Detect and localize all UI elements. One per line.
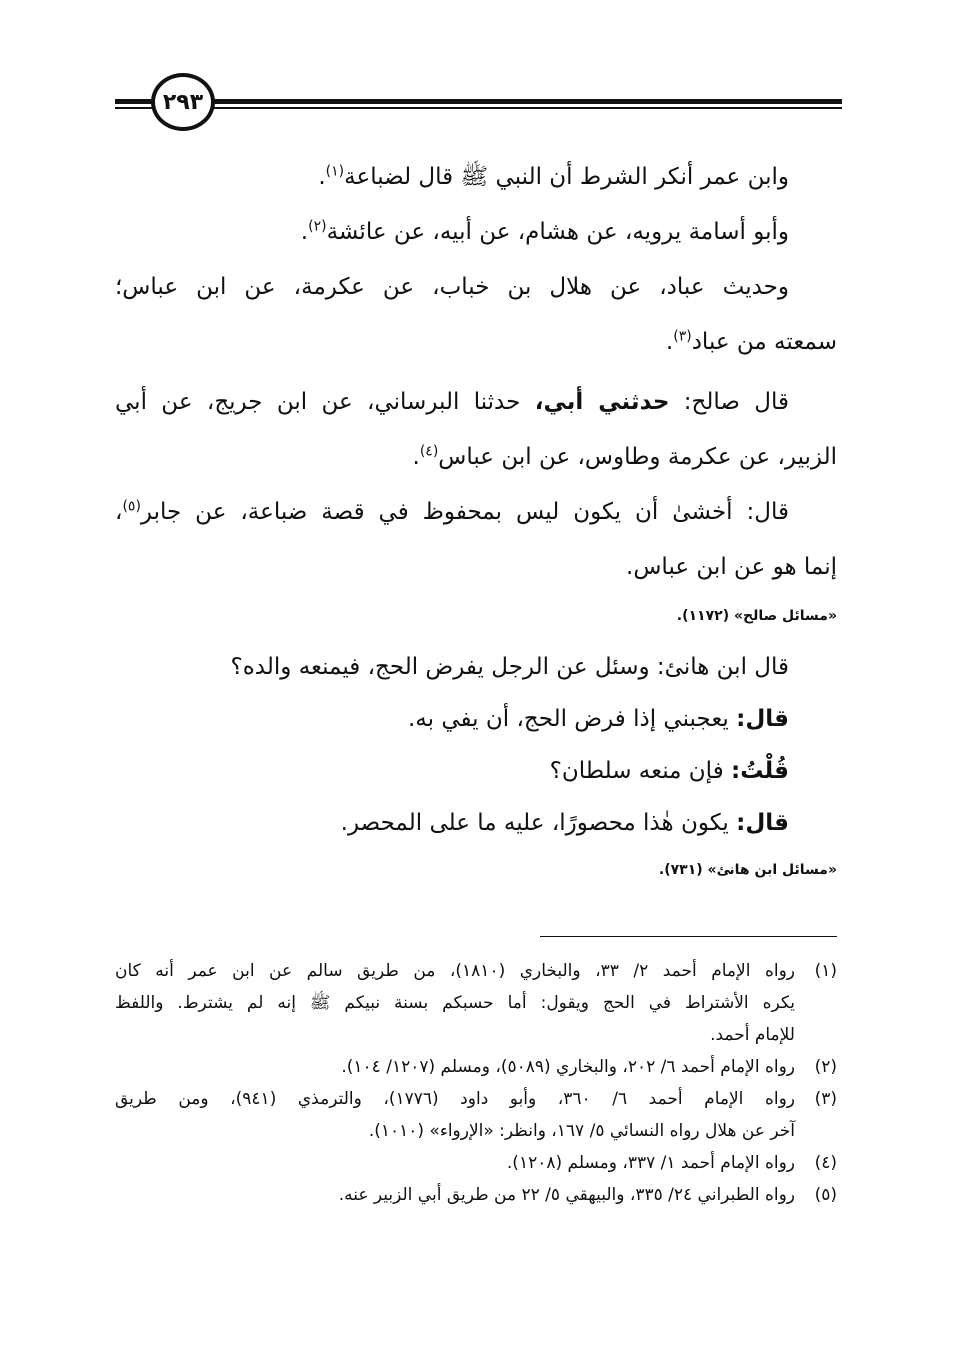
footnote-ref-4[interactable]: (٤) (419, 443, 439, 460)
paragraph-4-line-1: قال صالح: حدثني أبي، حدثنا البرساني، عن ابن جريج، عن أبي (115, 389, 789, 415)
paragraph-9: قال: يكون هٰذا محصورًا، عليه ما على المحصر. (340, 810, 789, 836)
footnote-ref-1[interactable]: (١) (325, 163, 345, 180)
paragraph-1: وابن عمر أنكر الشرط أن النبي ﷺ قال لضباعة$^{(١)}$. (318, 163, 789, 190)
paragraph-7: قال: يعجبني إذا فرض الحج، أن يفي به. (408, 706, 789, 732)
footnote-ref-3[interactable]: (٣) (673, 328, 692, 345)
paragraph-6: قال ابن هانئ: وسئل عن الرجل يفرض الحج، فيمنعه والده؟ (230, 654, 789, 680)
page-number: ٢٩٣ (162, 89, 204, 115)
footnote-number: (٥) (814, 1185, 837, 1205)
footnote-ref-2[interactable]: (٢) (308, 218, 327, 235)
paragraph-3-line-2: سمعته من عباد$^{(٣)}$. (665, 328, 837, 355)
source-citation-1: «مسائل صالح» (١١٧٢). (676, 608, 837, 624)
source-citation-2: «مسائل ابن هانئ» (٧٣١). (658, 862, 837, 878)
footnote-5: (٥)رواه الطبراني ٢٤/ ٣٣٥، والبيهقي ٥/ ٢٢ من طريق أبي الزبير عنه. (115, 1179, 837, 1211)
paragraph-5-line-2: إنما هو عن ابن عباس. (626, 554, 837, 580)
main-text (115, 150, 837, 895)
footnote-3: (٣)رواه الإمام أحمد ٦/ ٣٦٠، وأبو داود (١٧٧٦)، والترمذي (٩٤١)، ومن طريق آخر عن هلال رواه النسائي ٥/ ١٦٧، وانظر: «الإرواء» (١٠١٠). (115, 1083, 837, 1147)
page-header (115, 73, 842, 133)
footnote-separator (540, 936, 837, 937)
footnote-4: (٤)رواه الإمام أحمد ١/ ٣٣٧، ومسلم (١٢٠٨). (115, 1147, 837, 1179)
paragraph-8: قُلْتُ: فإن منعه سلطان؟ (549, 758, 789, 784)
paragraph-5-line-1: قال: أخشىٰ أن يكون ليس بمحفوظ في قصة ضباعة، عن جابر$^{(٥)}$، (115, 498, 789, 525)
page-number-badge (151, 73, 215, 131)
footnote-number: (٣) (814, 1089, 837, 1109)
footnotes (115, 955, 837, 1211)
footnote-number: (٢) (814, 1057, 837, 1077)
header-rule-thick (115, 99, 842, 104)
footnote-number: (٤) (814, 1153, 837, 1173)
bold-phrase: حدثني أبي، (534, 389, 670, 415)
header-rule-thin (115, 107, 842, 109)
footnote-1: (١)رواه الإمام أحمد ٢/ ٣٣، والبخاري (١٨١٠)، من طريق سالم عن ابن عمر أنه كان يكره الأشتراط في الحج ويقول: أما حسبكم بسنة نبيكم ﷺ إنه لم يشترط. واللفظ للإمام أحمد. (115, 955, 837, 1051)
paragraph-3-line-1: وحديث عباد، عن هلال بن خباب، عن عكرمة، عن ابن عباس؛ (115, 274, 789, 300)
paragraph-2: وأبو أسامة يرويه، عن هشام، عن أبيه، عن عائشة$^{(٢)}$. (300, 218, 789, 245)
footnote-2: (٢)رواه الإمام أحمد ٦/ ٢٠٢، والبخاري (٥٠٨٩)، ومسلم (١٢٠٧/ ١٠٤). (115, 1051, 837, 1083)
footnote-number: (١) (814, 961, 837, 981)
footnote-ref-5[interactable]: (٥) (122, 498, 141, 515)
paragraph-4-line-2: الزبير، عن عكرمة وطاوس، عن ابن عباس$^{(٤)}$. (412, 443, 837, 470)
